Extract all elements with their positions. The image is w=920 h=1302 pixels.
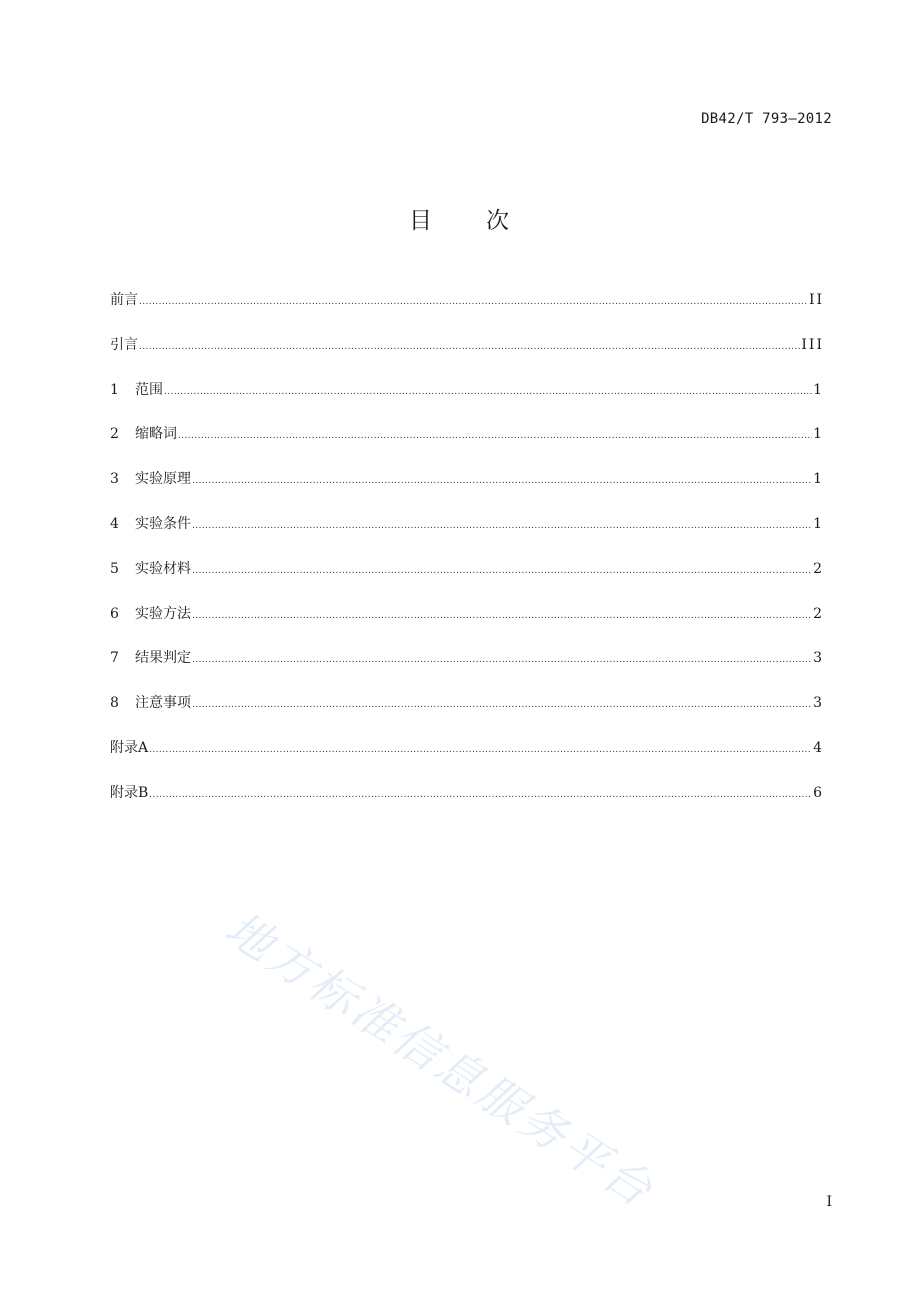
toc-leader-dots [192,561,812,581]
toc-entry[interactable] [110,604,822,649]
toc-entry[interactable] [110,559,822,604]
toc-title [0,202,920,235]
toc-entry-page: 2 [813,605,824,622]
table-of-contents [110,290,822,828]
toc-entry-page: II [808,292,824,308]
toc-entry-page: 1 [813,381,824,398]
toc-entry-label: 注意事项 [135,695,191,712]
toc-entry-page: 4 [813,739,824,756]
toc-entry-label: 附录A [110,739,149,756]
toc-entry-page: 2 [813,560,824,577]
toc-entry[interactable] [110,290,822,335]
toc-entry[interactable] [110,335,822,380]
toc-entry-label: 结果判定 [135,650,191,667]
toc-title-char-2: 次 [486,208,511,234]
toc-title-char-1: 目 [409,208,434,234]
toc-leader-dots [192,650,812,670]
toc-entry-label: 实验原理 [135,471,191,488]
toc-entry[interactable] [110,380,822,425]
toc-entry-label: 前言 [110,292,138,308]
toc-entry-page: 1 [813,426,824,443]
page-number: I [826,1194,832,1210]
toc-entry[interactable] [110,648,822,693]
watermark: 地方标准信息服务平台 [215,900,665,1219]
toc-entry-number: 1 [110,381,119,398]
toc-entry-number: 8 [110,695,119,712]
toc-entry[interactable] [110,514,822,559]
toc-entry[interactable] [110,469,822,514]
toc-leader-dots [149,740,812,760]
toc-leader-dots [192,471,812,491]
toc-leader-dots [139,337,800,357]
toc-leader-dots [192,695,812,715]
toc-entry-number: 6 [110,605,119,622]
toc-entry[interactable] [110,783,822,828]
toc-entry-label: 范围 [135,381,163,398]
toc-entry-label: 实验条件 [135,515,191,532]
toc-leader-dots [178,426,812,446]
toc-entry-label: 缩略词 [135,426,177,443]
toc-leader-dots [164,382,812,402]
toc-entry-label: 附录B [110,784,149,801]
toc-entry-label: 实验材料 [135,560,191,577]
toc-leader-dots [192,516,812,536]
toc-entry-number: 2 [110,426,119,443]
toc-entry-page: 6 [813,784,824,801]
standard-code: DB42/T 793—2012 [701,111,832,127]
toc-entry-number: 3 [110,471,119,488]
toc-entry[interactable] [110,693,822,738]
toc-entry-number: 7 [110,650,119,667]
toc-leader-dots [192,606,812,626]
toc-leader-dots [149,785,812,805]
toc-entry-page: III [801,336,824,353]
toc-entry-page: 1 [813,471,824,488]
toc-entry-label: 引言 [110,336,138,353]
toc-entry-number: 5 [110,560,119,577]
toc-entry-number: 4 [110,515,119,532]
toc-leader-dots [139,292,808,312]
toc-entry[interactable] [110,738,822,783]
toc-entry-page: 3 [813,695,824,712]
toc-entry[interactable] [110,424,822,469]
toc-entry-page: 3 [813,650,824,667]
toc-entry-label: 实验方法 [135,605,191,622]
toc-entry-page: 1 [813,515,824,532]
